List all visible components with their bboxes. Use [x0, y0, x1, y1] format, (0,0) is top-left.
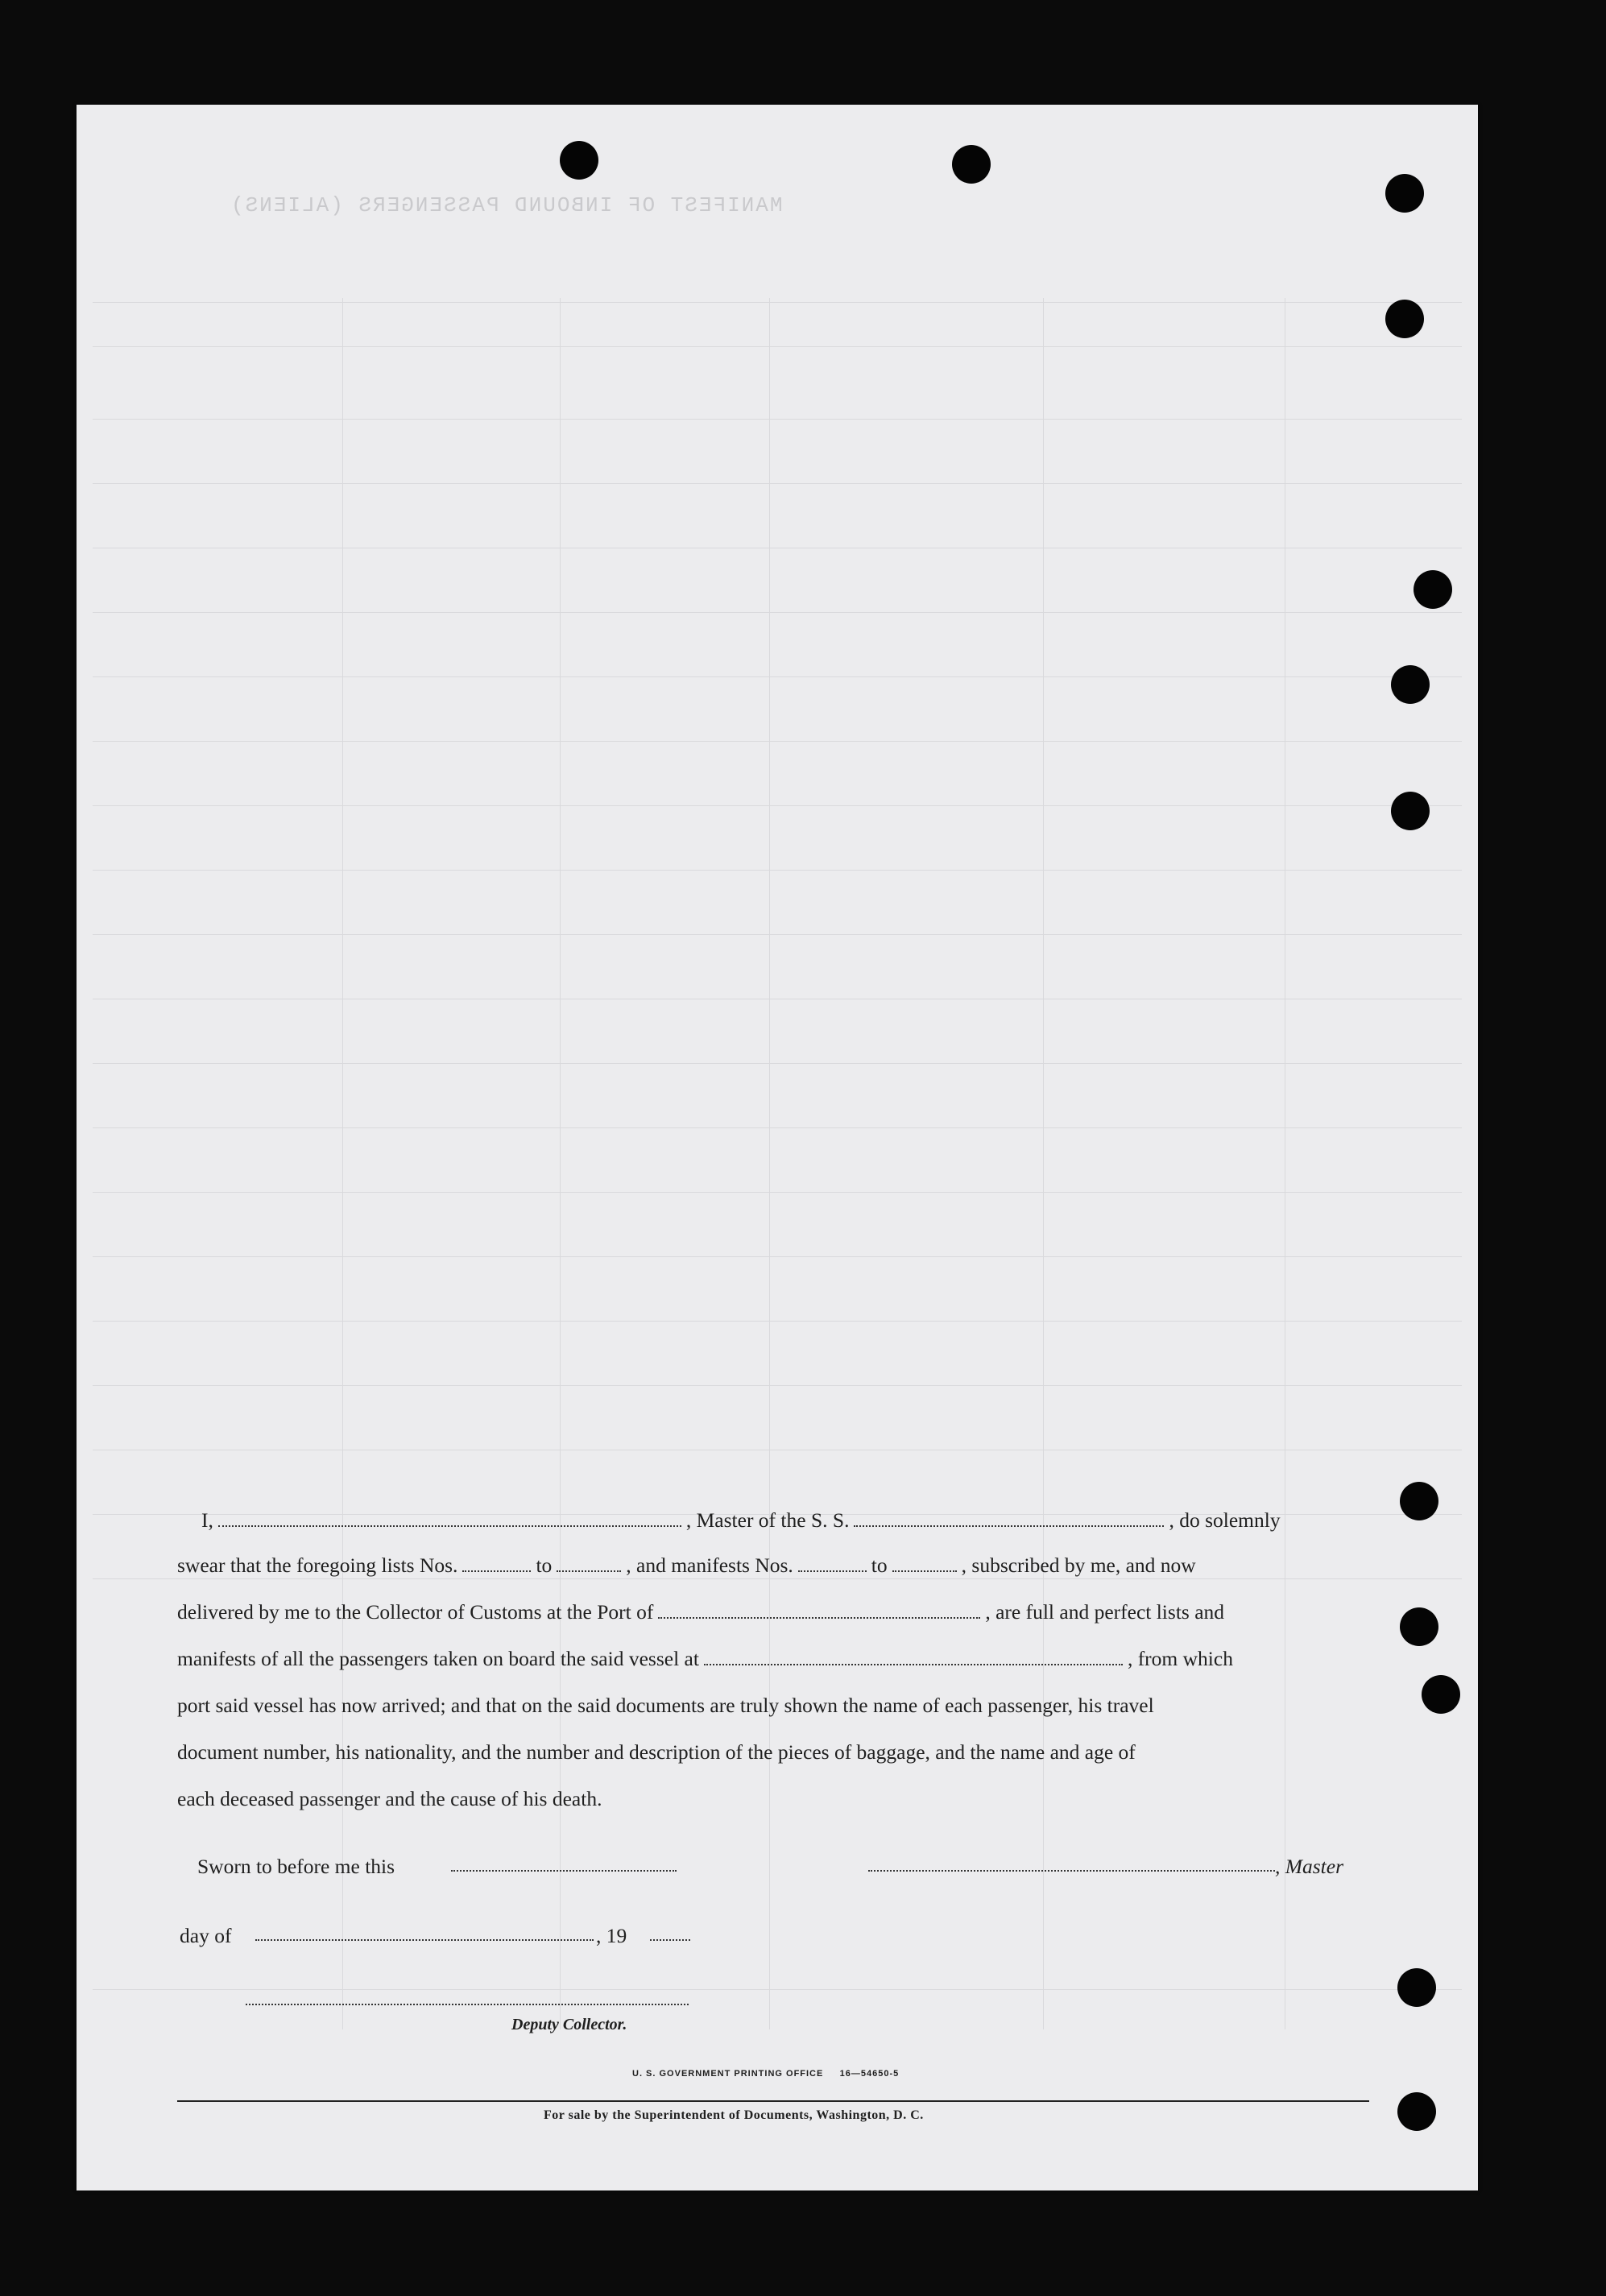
ship-name-field[interactable] — [854, 1509, 1164, 1527]
punch-hole — [1391, 665, 1430, 704]
oath-line-3 — [177, 1599, 1365, 1625]
port-of-departure-field[interactable] — [704, 1648, 1123, 1665]
punch-hole — [1397, 1968, 1436, 2007]
oath-i: I, — [201, 1508, 213, 1532]
sworn-row — [197, 1854, 1385, 1880]
oath-master-of: , Master of the S. S. — [685, 1508, 850, 1532]
bleed-through-column — [342, 298, 343, 2029]
bleed-through-rule — [93, 805, 1462, 806]
bleed-through-rule — [93, 346, 1462, 347]
bleed-through-heading: MANIFEST OF INBOUND PASSENGERS (ALIENS) — [230, 193, 783, 217]
bleed-through-rule — [93, 612, 1462, 613]
oath-on-board-text: manifests of all the passengers taken on board the said vessel at — [177, 1647, 699, 1670]
year-label: , 19 — [596, 1924, 627, 1947]
day-of-label: day of — [180, 1924, 232, 1947]
manifests-to-field[interactable] — [892, 1554, 957, 1572]
bleed-through-rule — [93, 1578, 1462, 1579]
bleed-through-rule — [93, 1063, 1462, 1064]
bleed-through-rule — [93, 1256, 1462, 1257]
oath-lists-text: swear that the foregoing lists Nos. — [177, 1553, 458, 1577]
port-of-arrival-field[interactable] — [658, 1601, 980, 1619]
punch-hole — [1400, 1607, 1438, 1646]
master-name-field[interactable] — [218, 1509, 681, 1527]
master-label: , Master — [1275, 1855, 1343, 1878]
bleed-through-rule — [93, 302, 1462, 303]
oath-line-6 — [177, 1740, 1365, 1765]
punch-hole — [1385, 174, 1424, 213]
day-of-month-field[interactable] — [255, 1939, 594, 1941]
bleed-through-rule — [93, 1385, 1462, 1386]
bleed-through-rule — [93, 419, 1462, 420]
bleed-through-rule — [93, 483, 1462, 484]
oath-line-4 — [177, 1646, 1365, 1672]
oath-arrived-text: port said vessel has now arrived; and that on the said documents are truly shown the name of each passenger, his travel — [177, 1694, 1154, 1717]
oath-document-text: document number, his nationality, and the number and description of the pieces of baggage, and the name and age of — [177, 1740, 1136, 1764]
bleed-through-rule — [93, 1127, 1462, 1128]
bleed-through-rule — [93, 1192, 1462, 1193]
deputy-collector-label: Deputy Collector. — [511, 2016, 627, 2033]
punch-hole — [1385, 300, 1424, 338]
oath-line-7 — [177, 1786, 1365, 1812]
oath-manifests-text: , and manifests Nos. — [626, 1553, 793, 1577]
sworn-day-field[interactable] — [451, 1870, 677, 1872]
punch-hole — [952, 145, 991, 184]
bleed-through-rule — [93, 676, 1462, 677]
bleed-through-rule — [93, 870, 1462, 871]
punch-hole — [1400, 1482, 1438, 1520]
oath-line-2 — [177, 1553, 1365, 1578]
oath-to-1: to — [536, 1553, 553, 1577]
punch-hole — [1391, 792, 1430, 830]
lists-from-field[interactable] — [462, 1554, 531, 1572]
bleed-through-column — [560, 298, 561, 2029]
master-signature-field[interactable] — [868, 1870, 1275, 1872]
punch-hole — [1414, 570, 1452, 609]
sworn-label: Sworn to before me this — [197, 1855, 395, 1878]
manifest-page — [77, 105, 1478, 2191]
footer-rule — [177, 2100, 1369, 2102]
bleed-through-rule — [93, 1321, 1462, 1322]
bleed-through-column — [1043, 298, 1044, 2029]
for-sale-note: For sale by the Superintendent of Documents, Washington, D. C. — [544, 2108, 924, 2122]
oath-line-5 — [177, 1693, 1365, 1719]
year-row — [596, 1923, 660, 1949]
oath-port-text: delivered by me to the Collector of Customs at the Port of — [177, 1600, 654, 1624]
master-label-row — [1275, 1854, 1372, 1880]
oath-line-1 — [177, 1508, 1365, 1533]
bleed-through-rule — [93, 1989, 1462, 1990]
manifests-from-field[interactable] — [798, 1554, 867, 1572]
lists-to-field[interactable] — [557, 1554, 621, 1572]
printing-office-note: U. S. GOVERNMENT PRINTING OFFICE 16—54650-5 — [632, 2069, 900, 2079]
punch-hole — [560, 141, 598, 180]
punch-hole — [1397, 2092, 1436, 2131]
day-of-row — [180, 1923, 1368, 1949]
punch-hole — [1422, 1675, 1460, 1714]
oath-to-2: to — [871, 1553, 888, 1577]
oath-subscribed-text: , subscribed by me, and now — [961, 1553, 1196, 1577]
oath-death-text: each deceased passenger and the cause of his death. — [177, 1787, 602, 1810]
bleed-through-rule — [93, 741, 1462, 742]
oath-from-which-text: , from which — [1127, 1647, 1233, 1670]
oath-solemnly: , do solemnly — [1169, 1508, 1281, 1532]
bleed-through-column — [769, 298, 770, 2029]
deputy-collector-signature-field[interactable] — [246, 2004, 689, 2005]
deputy-collector-row — [511, 2012, 689, 2037]
oath-perfect-lists-text: , are full and perfect lists and — [985, 1600, 1225, 1624]
bleed-through-rule — [93, 934, 1462, 935]
year-field[interactable] — [650, 1939, 690, 1941]
